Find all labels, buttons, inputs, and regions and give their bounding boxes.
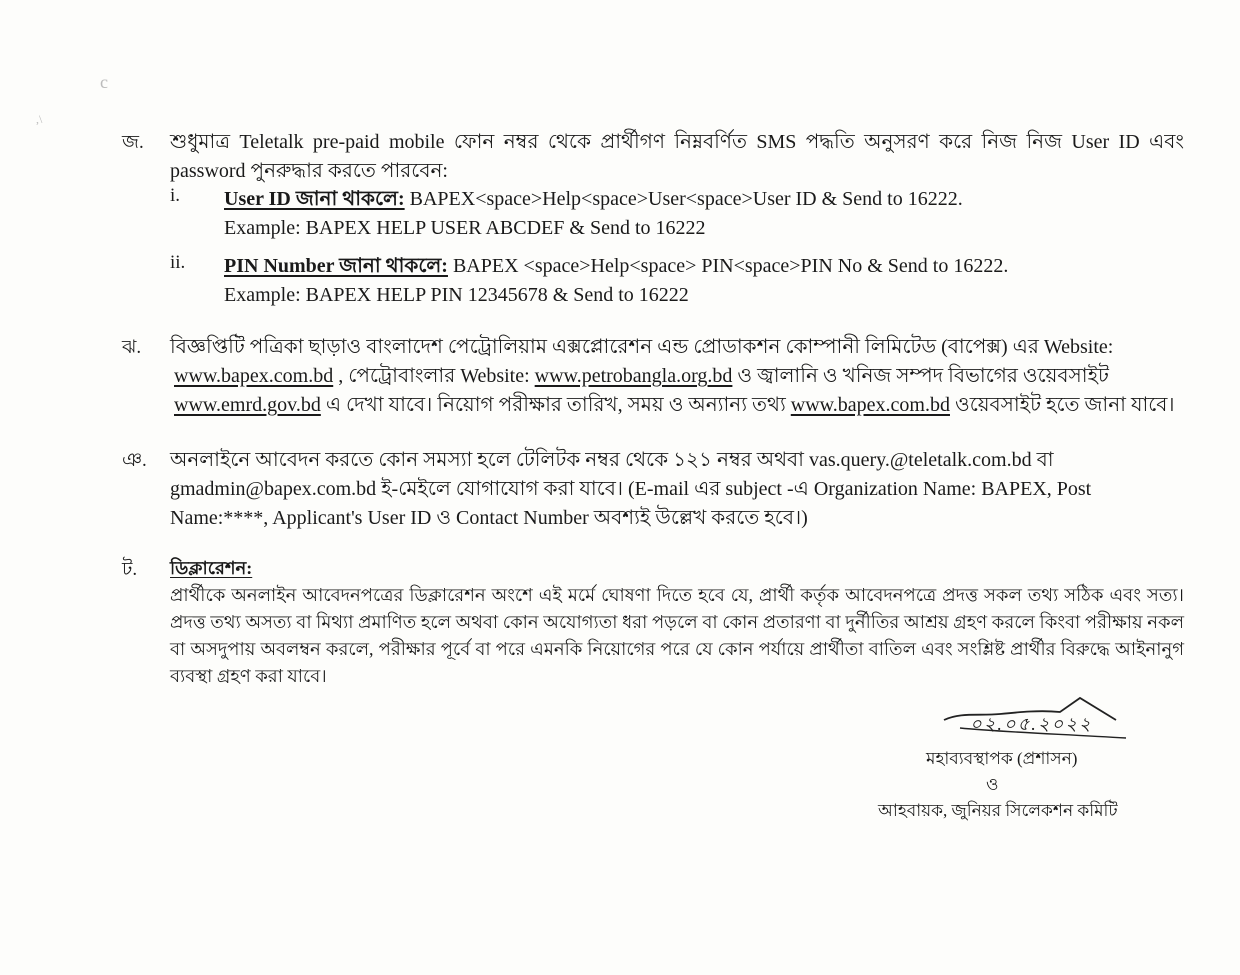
item-t-text [170,555,1184,690]
item-j-marker: জ. [122,132,144,153]
signature-date: ০২.০৫.২০২২ [970,714,1093,734]
bapex-website-link[interactable]: www.bapex.com.bd [174,365,334,387]
item-jh-text2: , পেট্রোবাংলার Website: [333,365,535,387]
item-jh-line2 [170,362,1180,391]
item-t-line2: প্রদত্ত তথ্য অসত্য বা মিথ্যা প্রমাণিত হলে অথবা কোন অযোগ্যতা ধরা পড়লে বা কোন প্রতারণা বা দুর্নীতির আশ্রয় গ্রহণ করলে কিংবা পরীক্ষায় নকল [170,612,1184,632]
item-jh-line3 [170,391,1180,420]
scan-speck: ,\ [36,112,43,126]
item-j-intro [170,128,1184,186]
user-id-label: User ID জানা থাকলে: [224,188,405,210]
emrd-website-link[interactable]: www.emrd.gov.bd [174,394,321,416]
scan-speck: c [100,72,108,92]
user-id-sms-format: BAPEX<space>Help<space>User<space>User ID & Send to 16222. [404,188,963,210]
item-j-intro-line2: password পুনরুদ্ধার করতে পারবেন: [170,160,448,182]
sub-item-i-line [224,185,1124,214]
item-t-line3: বা অসদুপায় অবলম্বন করলে, পরীক্ষার পূর্বে বা পরে এমনকি নিয়োগের পরে যে কোন পর্যায়ে প্রার্থীতা বাতিল এবং সংশ্লিষ্ট প্রার্থীর বিরুদ্ধে আইনানুগ [170,639,1184,659]
item-nya-line2: gmadmin@bapex.com.bd ই-মেইলে যোগাযোগ করা যাবে। (E-mail এর subject -এ Organization Name: BAPEX, Post [170,478,1092,500]
item-jh-text5: ওয়েবসাইট হতে জানা যাবে। [949,394,1175,416]
item-nya-marker: ঞ. [122,450,147,471]
item-nya-line3: Name:****, Applicant's User ID ও Contact Number অবশ্যই উল্লেখ করতে হবে।) [170,507,808,529]
signature-block [860,690,1160,840]
item-jh-text4: এ দেখা যাবে। নিয়োগ পরীক্ষার তারিখ, সময় ও অন্যান্য তথ্য [320,394,791,416]
item-jh-marker: ঝ. [122,337,142,358]
sub-item-i-marker: i. [170,185,181,206]
signature-committee: আহবায়ক, জুনিয়র সিলেকশন কমিটি [878,801,1118,820]
pin-example: Example: BAPEX HELP PIN 12345678 & Send to 16222 [224,284,689,306]
sub-item-ii-line [224,252,1124,281]
pin-sms-format: BAPEX <space>Help<space> PIN<space>PIN No & Send to 16222. [447,255,1009,277]
item-nya-line1: অনলাইনে আবেদন করতে কোন সমস্যা হলে টেলিটক নম্বর থেকে ১২১ নম্বর অথবা vas.query.@teletalk.com.bd বা [170,449,1054,471]
sub-item-ii-marker: ii. [170,252,186,273]
item-t-line1: প্রার্থীকে অনলাইন আবেদনপত্রের ডিক্লারেশন অংশে এই মর্মে ঘোষণা দিতে হবে যে, প্রার্থী কর্তৃক আবেদনপত্রে প্রদত্ত সকল তথ্য সঠিক এবং সত্য। [170,585,1184,605]
sub-item-ii [224,252,1124,310]
signature-designation: মহাব্যবস্থাপক (প্রশাসন) [926,749,1078,768]
bapex-website-link-2[interactable]: www.bapex.com.bd [790,394,950,416]
item-t-line4: ব্যবস্থা গ্রহণ করা যাবে। [170,666,327,686]
pin-number-label: PIN Number জানা থাকলে: [224,255,448,277]
item-nya-text [170,446,1180,533]
signature-conjunction: ও [986,775,999,794]
item-j-intro-line1: শুধুমাত্র Teletalk pre-paid mobile ফোন নম্বর থেকে প্রার্থীগণ নিম্নবর্ণিত SMS পদ্ধতি অনুসরণ করে নিজ নিজ User ID এবং [170,131,1184,153]
declaration-heading: ডিক্লারেশন: [170,558,253,578]
item-jh-text3: ও জ্বালানি ও খনিজ সম্পদ বিভাগের ওয়েবসাইট [732,365,1109,387]
item-jh-line1: বিজ্ঞপ্তিটি পত্রিকা ছাড়াও বাংলাদেশ পেট্রোলিয়াম এক্সপ্লোরেশন এন্ড প্রোডাকশন কোম্পানী লিমিটেড (বাপেক্স) এর Website: [170,336,1114,358]
item-t-marker: ট. [122,559,138,580]
user-id-example: Example: BAPEX HELP USER ABCDEF & Send to 16222 [224,217,706,239]
petrobangla-website-link[interactable]: www.petrobangla.org.bd [534,365,733,387]
sub-item-i [224,185,1124,243]
item-jh-text [170,333,1180,420]
